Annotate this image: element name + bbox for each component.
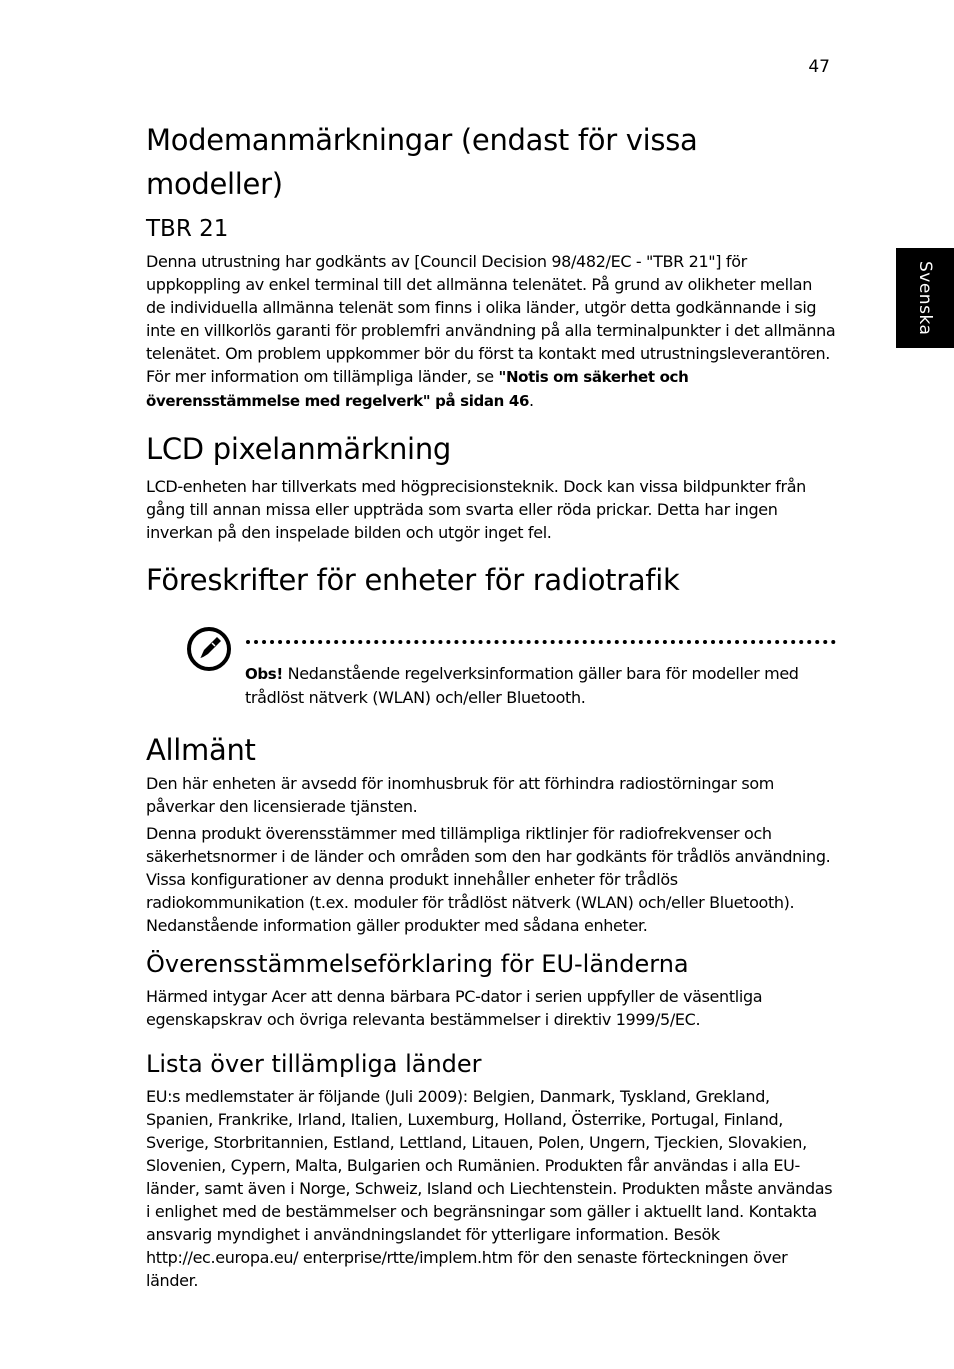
note-divider [246,640,836,644]
eu-heading: Överensstämmelseförklaring för EU-länderna [146,950,689,978]
note-pen-icon [186,626,232,672]
eu-paragraph: Härmed intygar Acer att denna bärbara PC-dator i serien uppfyller de väsentliga egenskapskrav och övriga relevanta bestämmelser i direktiv 1999/5/EC. [146,987,763,1029]
language-tab-label: Svenska [915,260,935,336]
note-text: Nedanstående regelverksinformation gäller bara för modeller med trådlöst nätverk (WLAN) och/eller Bluetooth. [245,664,799,707]
lcd-paragraph: LCD-enheten har tillverkats med högprecisionsteknik. Dock kan vissa bildpunkter från gång till annan missa eller uppträda som svarta eller röda prickar. Detta har ingen inverkan på den inspelade bilden och utgör inget fel. [146,477,806,542]
tbr-end: . [529,391,534,410]
note-label: Obs! [245,665,283,683]
lista-heading: Lista över tillämpliga länder [146,1050,482,1078]
page-number: 47 [808,57,830,77]
tbr-heading: TBR 21 [146,216,229,242]
note-box [146,614,836,724]
language-tab [896,248,954,348]
modem-heading: Modemanmärkningar (endast för vissa modeller) [146,123,698,201]
tbr-paragraph [146,250,836,413]
allmant-paragraph-1: Den här enheten är avsedd för inomhusbruk för att förhindra radiostörningar som påverkar den licensierade tjänsten. [146,774,774,816]
radio-heading: Föreskrifter för enheter för radiotrafik [146,563,680,597]
allmant-heading: Allmänt [146,733,256,767]
page-content [146,112,836,1292]
tbr-text: Denna utrustning har godkänts av [Council Decision 98/482/EC - "TBR 21"] för uppkoppling av enkel terminal till det allmänna telenätet. På grund av olikheter mellan de individuella allmänna telenät som finns i olika länder, utgör detta godkännande i sig inte en villkorlös garanti för problemfri användning på alla terminalpunkter i det allmänna telenätet. Om problem uppkommer bör du först ta kontakt med utrustningsleverantören. För mer information om tillämpliga länder, se [146,252,836,386]
tbr-reference-link[interactable]: "Notis om säkerhet och överensstämmelse med regelverk" på sidan 46 [146,368,689,410]
lcd-heading: LCD pixelanmärkning [146,432,452,466]
lista-paragraph: EU:s medlemstater är följande (Juli 2009): Belgien, Danmark, Tyskland, Grekland, Spanien, Frankrike, Irland, Italien, Luxemburg, Holland, Österrike, Portugal, Finland, Sverige, Storbritannien, Estland, Lettland, Litauen, Polen, Ungern, Tjeckien, Slovakien, Slovenien, Cypern, Malta, Bulgarien och Rumänien. Produkten får användas i alla EU-länder, samt även i Norge, Schweiz, Island och Liechtenstein. Produkten måste användas i enlighet med de bestämmelser och begränsningar som gäller i aktuellt land. Kontakta ansvarig myndighet i användningslandet för ytterligare information. Besök http://ec.europa.eu/ enterprise/rtte/implem.htm för den senaste förteckningen över länder. [146,1087,833,1290]
note-paragraph [245,662,835,709]
allmant-paragraph-2: Denna produkt överensstämmer med tillämpliga riktlinjer för radiofrekvenser och säkerhetsnormer i de länder och områden som den har godkänts för trådlös användning. Vissa konfigurationer av denna produkt innehåller enheter för trådlös radiokommunikation (t.ex. moduler för trådlöst nätverk (WLAN) och/eller Bluetooth). Nedanstående information gäller produkter med sådana enheter. [146,824,831,935]
